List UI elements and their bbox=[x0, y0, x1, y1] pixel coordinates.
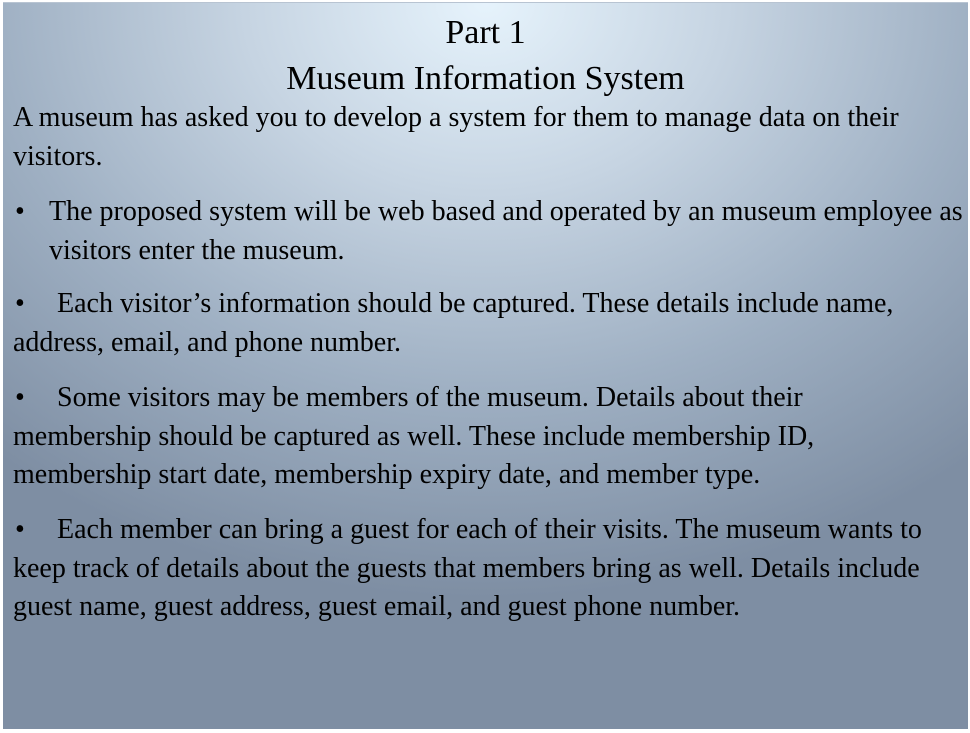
bullet-item-1 bbox=[13, 193, 968, 270]
bullet-dot: • bbox=[15, 288, 25, 319]
bullet-dot: • bbox=[15, 514, 25, 545]
slide-title-line-2: Museum Information System bbox=[286, 60, 685, 97]
intro-paragraph: A museum has asked you to develop a system for them to manage data on their visitors. bbox=[13, 102, 899, 172]
bullet-item-3 bbox=[13, 379, 948, 495]
bullet-dot: • bbox=[15, 382, 25, 413]
bullet-text-4: Each member can bring a guest for each of their visits. The museum wants to keep track of details about the guests that members bring as well. Details include guest name, guest address, guest email, and guest phone number. bbox=[13, 514, 922, 622]
slide-title-line-1: Part 1 bbox=[445, 14, 526, 51]
bullet-item-4 bbox=[13, 511, 948, 627]
bullet-item-2 bbox=[13, 285, 948, 362]
bullet-text-2: Each visitor’s information should be captured. These details include name, address, email, and phone number. bbox=[13, 288, 894, 358]
bullet-text-3: Some visitors may be members of the museum. Details about their membership should be captured as well. These include membership ID, membership start date, membership expiry date, and member type. bbox=[13, 382, 815, 490]
slide bbox=[3, 2, 968, 729]
bullet-text-1: The proposed system will be web based and operated by an museum employee as visitors enter the museum. bbox=[49, 196, 963, 266]
bullet-dot: • bbox=[15, 196, 25, 227]
